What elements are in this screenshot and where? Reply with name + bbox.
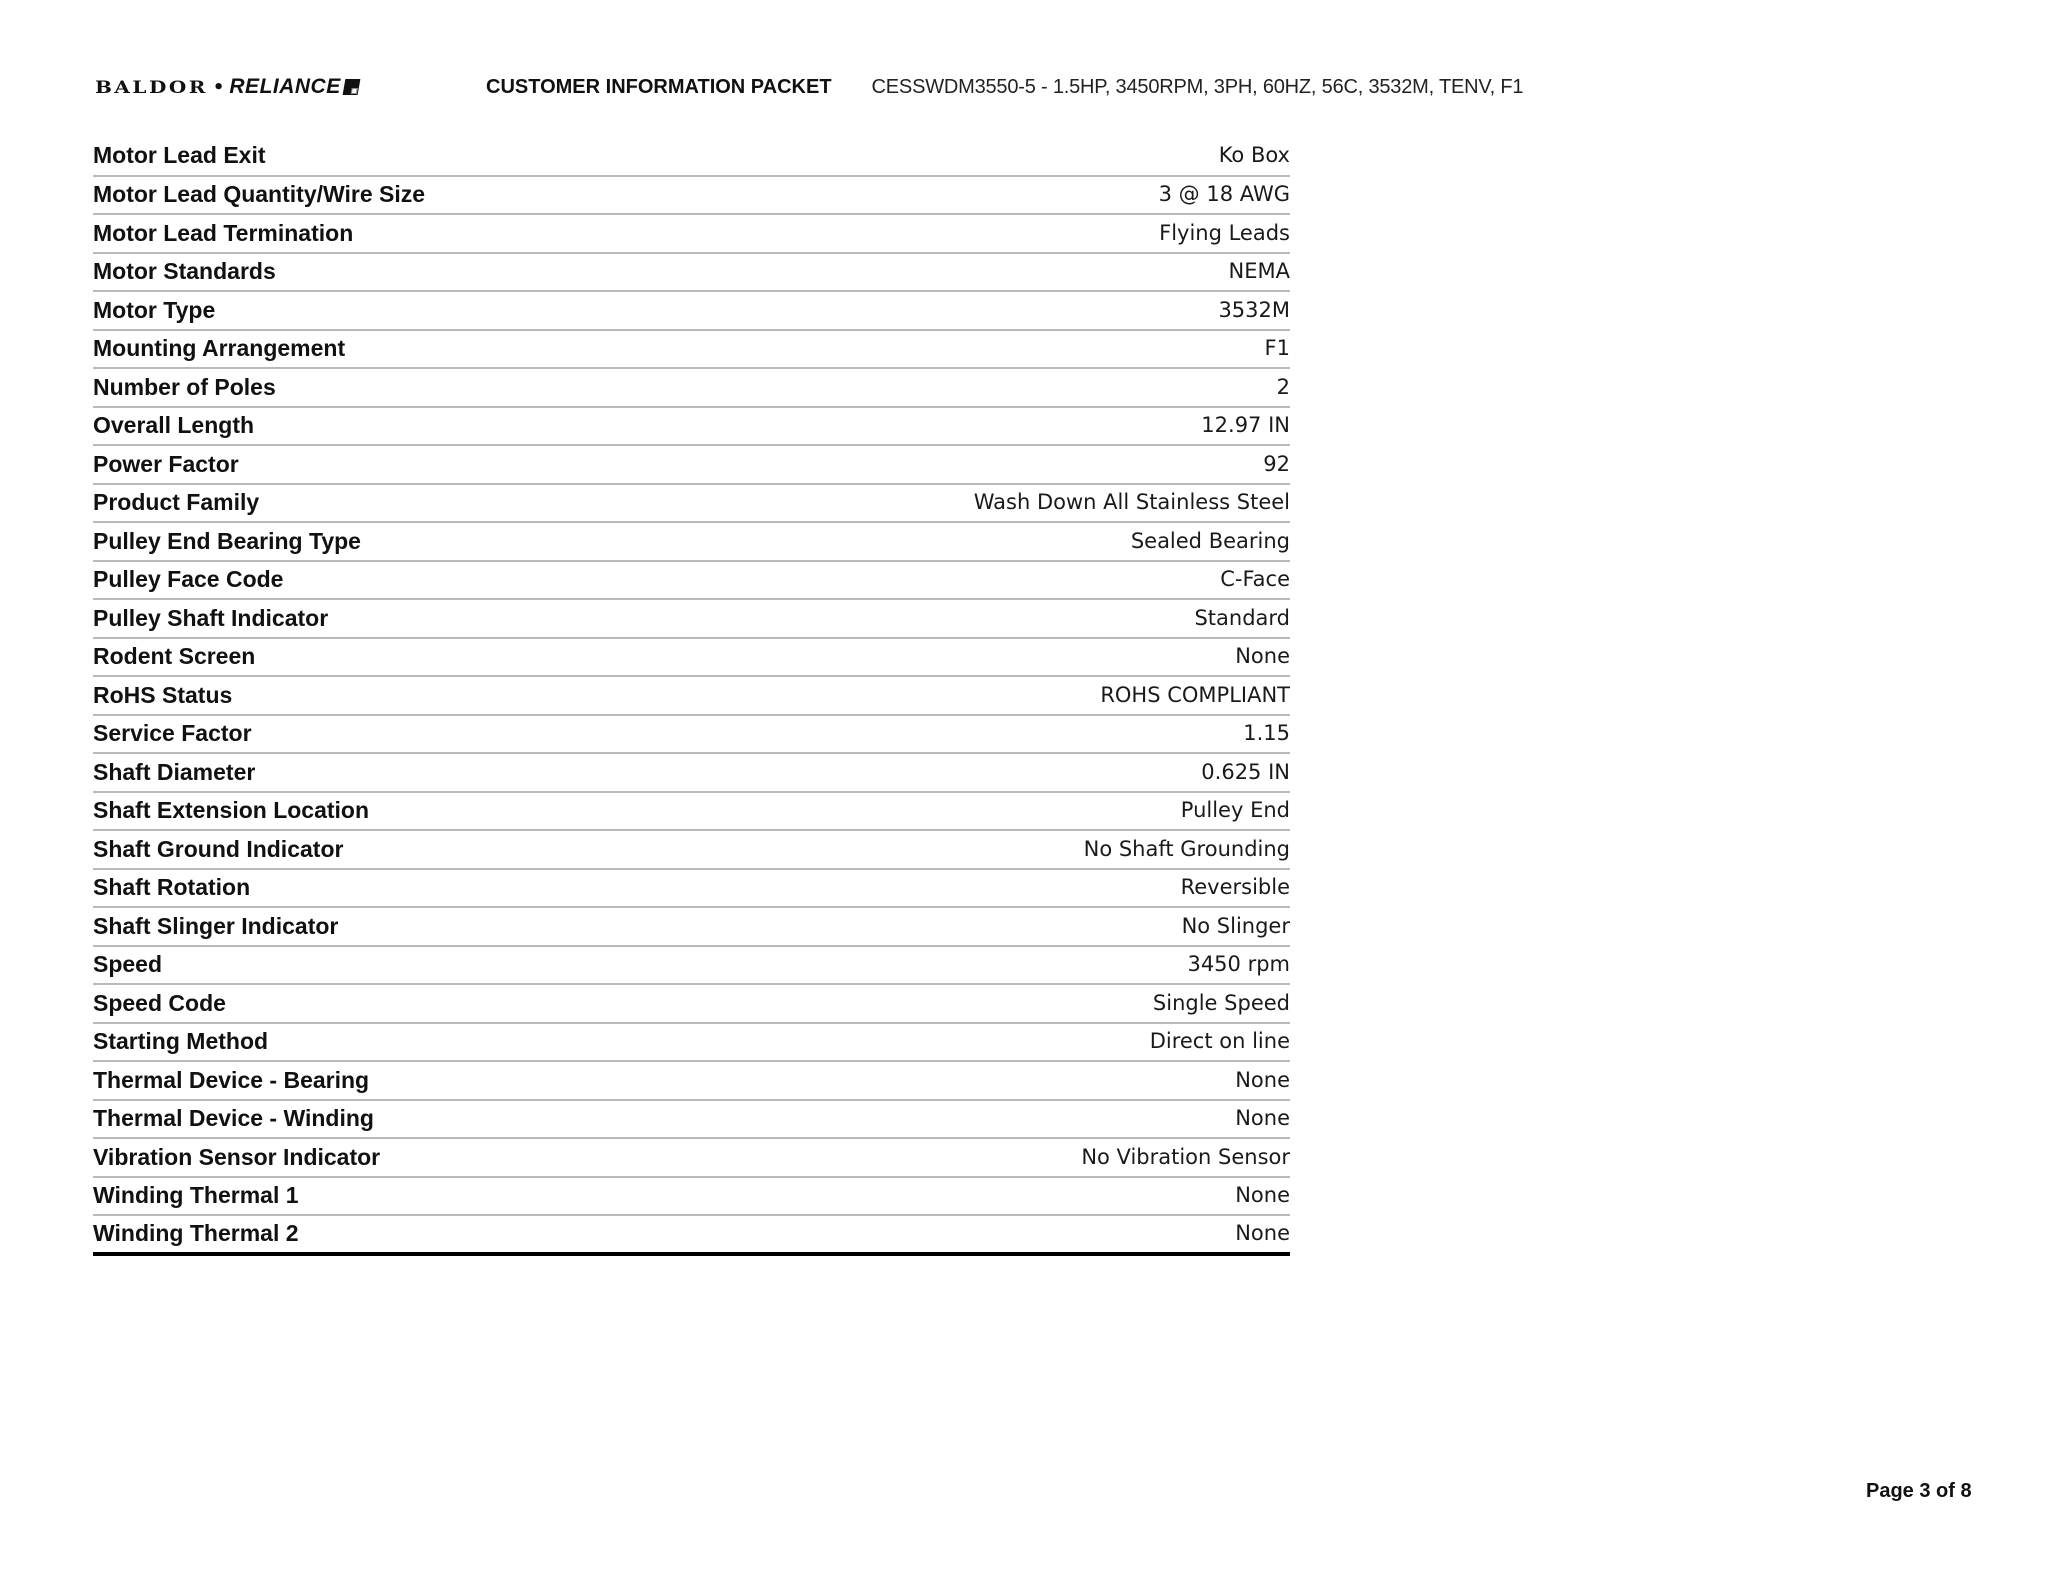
spec-row <box>93 253 1290 292</box>
spec-row <box>93 1138 1290 1177</box>
spec-label: Motor Type <box>93 296 216 323</box>
spec-value: 12.97 IN <box>1201 413 1290 438</box>
spec-label: Service Factor <box>93 720 252 747</box>
spec-label: Motor Lead Exit <box>93 142 266 169</box>
spec-row <box>93 484 1290 523</box>
spec-row <box>93 599 1290 638</box>
spec-label: Speed Code <box>93 989 226 1016</box>
spec-value: Flying Leads <box>1159 220 1290 245</box>
spec-row <box>93 445 1290 484</box>
spec-row <box>93 830 1290 869</box>
spec-label: Shaft Rotation <box>93 874 251 901</box>
spec-label: Pulley Shaft Indicator <box>93 604 329 631</box>
spec-row <box>93 1061 1290 1100</box>
reliance-mark-icon <box>342 79 360 95</box>
spec-value: No Shaft Grounding <box>1083 836 1290 861</box>
baldor-reliance-logo <box>95 75 440 99</box>
spec-value: Ko Box <box>1218 143 1290 168</box>
spec-value: 3450 rpm <box>1187 952 1290 977</box>
spec-row <box>93 715 1290 754</box>
spec-value: 3532M <box>1218 297 1290 322</box>
spec-row <box>93 1177 1290 1216</box>
spec-value: 1.15 <box>1243 721 1290 746</box>
spec-value: 0.625 IN <box>1201 759 1290 784</box>
page-number: Page 3 of 8 <box>1866 1480 1972 1502</box>
spec-row <box>93 792 1290 831</box>
spec-value: F1 <box>1264 336 1290 361</box>
spec-value: Wash Down All Stainless Steel <box>973 490 1290 515</box>
spec-value: Direct on line <box>1149 1029 1290 1054</box>
spec-label: Motor Lead Quantity/Wire Size <box>93 181 426 208</box>
spec-row <box>93 946 1290 985</box>
spec-label: Pulley End Bearing Type <box>93 527 361 554</box>
spec-label: Mounting Arrangement <box>93 335 346 362</box>
spec-row <box>93 753 1290 792</box>
spec-value: None <box>1235 1067 1290 1092</box>
spec-label: Speed <box>93 951 163 978</box>
spec-row <box>93 407 1290 446</box>
spec-label: Shaft Diameter <box>93 758 256 785</box>
spec-row <box>93 176 1290 215</box>
spec-label: Overall Length <box>93 412 255 439</box>
spec-label: Thermal Device - Winding <box>93 1105 374 1132</box>
spec-value: 3 @ 18 AWG <box>1158 182 1290 207</box>
spec-label: Rodent Screen <box>93 643 256 670</box>
spec-row <box>93 907 1290 946</box>
spec-label: Motor Lead Termination <box>93 219 354 246</box>
logo-reliance-text: RELIANCE <box>229 75 341 98</box>
spec-row <box>93 869 1290 908</box>
spec-row <box>93 984 1290 1023</box>
spec-row <box>93 1023 1290 1062</box>
spec-row <box>93 638 1290 677</box>
spec-value: None <box>1235 1221 1290 1246</box>
spec-value: NEMA <box>1228 259 1290 284</box>
spec-value: Reversible <box>1180 875 1290 900</box>
spec-label: Starting Method <box>93 1028 269 1055</box>
product-description: CESSWDM3550-5 - 1.5HP, 3450RPM, 3PH, 60HZ, 56C, 3532M, TENV, F1 <box>871 75 1524 98</box>
spec-value: Sealed Bearing <box>1130 528 1290 553</box>
spec-row <box>93 561 1290 600</box>
spec-table-body <box>93 137 1290 1254</box>
spec-label: Thermal Device - Bearing <box>93 1066 370 1093</box>
spec-label: Product Family <box>93 489 260 516</box>
spec-table <box>93 137 1290 1256</box>
spec-label: Pulley Face Code <box>93 566 284 593</box>
spec-label: Motor Standards <box>93 258 276 285</box>
spec-row <box>93 1215 1290 1254</box>
spec-label: Winding Thermal 1 <box>93 1182 299 1209</box>
spec-label: Shaft Slinger Indicator <box>93 912 339 939</box>
spec-row <box>93 522 1290 561</box>
page-header <box>95 72 1523 102</box>
spec-value: Pulley End <box>1180 798 1290 823</box>
spec-row <box>93 1100 1290 1139</box>
spec-value: No Vibration Sensor <box>1081 1144 1290 1169</box>
spec-value: None <box>1235 1183 1290 1208</box>
spec-row <box>93 676 1290 715</box>
spec-value: C-Face <box>1220 567 1290 592</box>
logo-separator: • <box>212 76 225 98</box>
spec-value: None <box>1235 644 1290 669</box>
spec-label: Winding Thermal 2 <box>93 1220 299 1247</box>
spec-label: RoHS Status <box>93 681 233 708</box>
spec-label: Vibration Sensor Indicator <box>93 1143 381 1170</box>
packet-title: CUSTOMER INFORMATION PACKET <box>486 75 832 98</box>
spec-row <box>93 214 1290 253</box>
spec-value: None <box>1235 1106 1290 1131</box>
spec-label: Power Factor <box>93 450 239 477</box>
spec-label: Shaft Extension Location <box>93 797 370 824</box>
spec-value: 92 <box>1263 451 1290 476</box>
spec-value: 2 <box>1276 374 1290 399</box>
spec-row <box>93 368 1290 407</box>
spec-row <box>93 137 1290 176</box>
spec-row <box>93 330 1290 369</box>
spec-label: Number of Poles <box>93 373 276 400</box>
spec-row <box>93 291 1290 330</box>
spec-value: Single Speed <box>1152 990 1290 1015</box>
spec-value: No Slinger <box>1181 913 1290 938</box>
spec-value: Standard <box>1194 605 1290 630</box>
logo-baldor-text: BALDOR <box>95 76 208 98</box>
spec-label: Shaft Ground Indicator <box>93 835 344 862</box>
spec-value: ROHS COMPLIANT <box>1100 682 1290 707</box>
